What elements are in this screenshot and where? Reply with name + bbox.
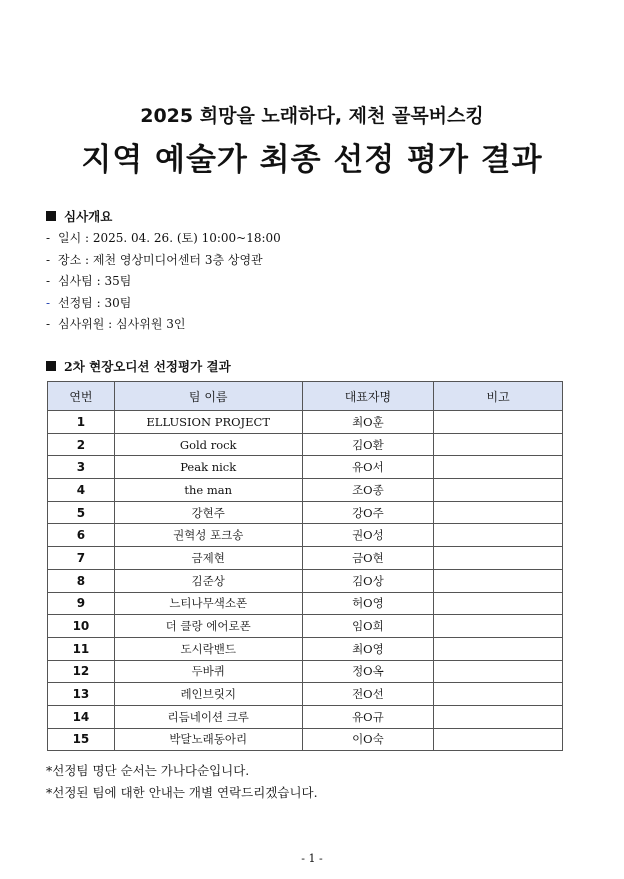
cell-remarks — [434, 433, 563, 456]
table-row — [48, 479, 563, 502]
cell-representative: 김O환 — [302, 433, 434, 456]
overview-list — [46, 228, 281, 336]
overview-heading — [46, 207, 112, 225]
cell-team-name: the man — [114, 479, 302, 502]
cell-remarks — [434, 411, 563, 434]
cell-team-name: 느티나무색소폰 — [114, 592, 302, 615]
cell-remarks — [434, 615, 563, 638]
cell-number: 3 — [48, 456, 115, 479]
document-subtitle: 2025 희망을 노래하다, 제천 골목버스킹 — [140, 105, 484, 127]
table-row — [48, 683, 563, 706]
cell-representative: 전O선 — [302, 683, 434, 706]
results-heading — [46, 357, 231, 375]
overview-item-text: 선정팀 : 30팀 — [58, 295, 132, 310]
table-row — [48, 501, 563, 524]
table-row — [48, 547, 563, 570]
cell-team-name: 레인브릿지 — [114, 683, 302, 706]
cell-remarks — [434, 705, 563, 728]
cell-representative: 강O주 — [302, 501, 434, 524]
document-title: 지역 예술가 최종 선정 평가 결과 — [81, 142, 543, 178]
cell-remarks — [434, 592, 563, 615]
column-header-remarks: 비고 — [434, 382, 563, 411]
cell-number: 12 — [48, 660, 115, 683]
results-heading-label: 2차 현장오디션 선정평가 결과 — [64, 359, 231, 374]
cell-representative: 이O숙 — [302, 728, 434, 751]
black-square-bullet-icon — [46, 361, 56, 371]
cell-number: 11 — [48, 637, 115, 660]
table-row — [48, 456, 563, 479]
cell-team-name: 도시락밴드 — [114, 637, 302, 660]
cell-number: 4 — [48, 479, 115, 502]
cell-team-name: 금제현 — [114, 547, 302, 570]
cell-team-name: 박달노래동아리 — [114, 728, 302, 751]
cell-number: 15 — [48, 728, 115, 751]
cell-number: 9 — [48, 592, 115, 615]
cell-team-name: Peak nick — [114, 456, 302, 479]
column-header-number: 연번 — [48, 382, 115, 411]
cell-remarks — [434, 524, 563, 547]
cell-remarks — [434, 569, 563, 592]
cell-remarks — [434, 501, 563, 524]
overview-item-selected-teams — [46, 293, 281, 315]
table-row — [48, 433, 563, 456]
cell-representative: 권O성 — [302, 524, 434, 547]
overview-item-text: 심사위원 : 심사위원 3인 — [58, 317, 186, 331]
note-contact: *선정된 팀에 대한 안내는 개별 연락드리겠습니다. — [46, 785, 318, 800]
cell-number: 2 — [48, 433, 115, 456]
page-number: - 1 - — [301, 852, 323, 865]
overview-item-text: 심사팀 : 35팀 — [58, 274, 132, 288]
cell-remarks — [434, 547, 563, 570]
cell-team-name: ELLUSION PROJECT — [114, 411, 302, 434]
cell-remarks — [434, 456, 563, 479]
table-row — [48, 728, 563, 751]
cell-representative: 최O훈 — [302, 411, 434, 434]
results-table — [47, 381, 563, 751]
table-row — [48, 411, 563, 434]
cell-representative: 유O서 — [302, 456, 434, 479]
dash-bullet: - — [46, 295, 51, 310]
cell-team-name: 김준상 — [114, 569, 302, 592]
dash-bullet: - — [46, 317, 51, 331]
cell-representative: 정O옥 — [302, 660, 434, 683]
cell-team-name: Gold rock — [114, 433, 302, 456]
cell-representative: 조O종 — [302, 479, 434, 502]
cell-remarks — [434, 683, 563, 706]
cell-number: 1 — [48, 411, 115, 434]
cell-remarks — [434, 637, 563, 660]
cell-representative: 허O영 — [302, 592, 434, 615]
overview-item-reviewed-teams — [46, 271, 281, 293]
notes — [46, 760, 318, 804]
table-row — [48, 569, 563, 592]
overview-item-text: 일시 : 2025. 04. 26. (토) 10:00~18:00 — [58, 231, 281, 245]
dash-bullet: - — [46, 274, 51, 288]
column-header-team-name: 팀 이름 — [114, 382, 302, 411]
table-row — [48, 592, 563, 615]
cell-team-name: 두바퀴 — [114, 660, 302, 683]
overview-item-datetime — [46, 228, 281, 250]
table-row — [48, 660, 563, 683]
cell-team-name: 리듬네이션 크루 — [114, 705, 302, 728]
cell-representative: 임O희 — [302, 615, 434, 638]
cell-team-name: 강현주 — [114, 501, 302, 524]
cell-representative: 금O현 — [302, 547, 434, 570]
overview-item-venue — [46, 250, 281, 272]
cell-number: 14 — [48, 705, 115, 728]
cell-remarks — [434, 728, 563, 751]
table-row — [48, 615, 563, 638]
cell-number: 6 — [48, 524, 115, 547]
table-row — [48, 637, 563, 660]
table-row — [48, 524, 563, 547]
cell-number: 8 — [48, 569, 115, 592]
cell-representative: 최O영 — [302, 637, 434, 660]
column-header-representative: 대표자명 — [302, 382, 434, 411]
overview-item-judges — [46, 314, 281, 336]
dash-bullet: - — [46, 252, 51, 267]
overview-item-text: 장소 : 제천 영상미디어센터 3층 상영관 — [58, 252, 263, 267]
cell-number: 13 — [48, 683, 115, 706]
cell-team-name: 더 클랑 에어로폰 — [114, 615, 302, 638]
cell-number: 5 — [48, 501, 115, 524]
cell-number: 7 — [48, 547, 115, 570]
cell-number: 10 — [48, 615, 115, 638]
table-header-row — [48, 382, 563, 411]
cell-team-name: 권혁성 포크송 — [114, 524, 302, 547]
dash-bullet: - — [46, 231, 51, 245]
table-row — [48, 705, 563, 728]
cell-remarks — [434, 479, 563, 502]
cell-remarks — [434, 660, 563, 683]
cell-representative: 유O규 — [302, 705, 434, 728]
overview-heading-label: 심사개요 — [64, 209, 113, 224]
note-order: *선정팀 명단 순서는 가나다순입니다. — [46, 763, 250, 778]
cell-representative: 김O상 — [302, 569, 434, 592]
black-square-bullet-icon — [46, 211, 56, 221]
